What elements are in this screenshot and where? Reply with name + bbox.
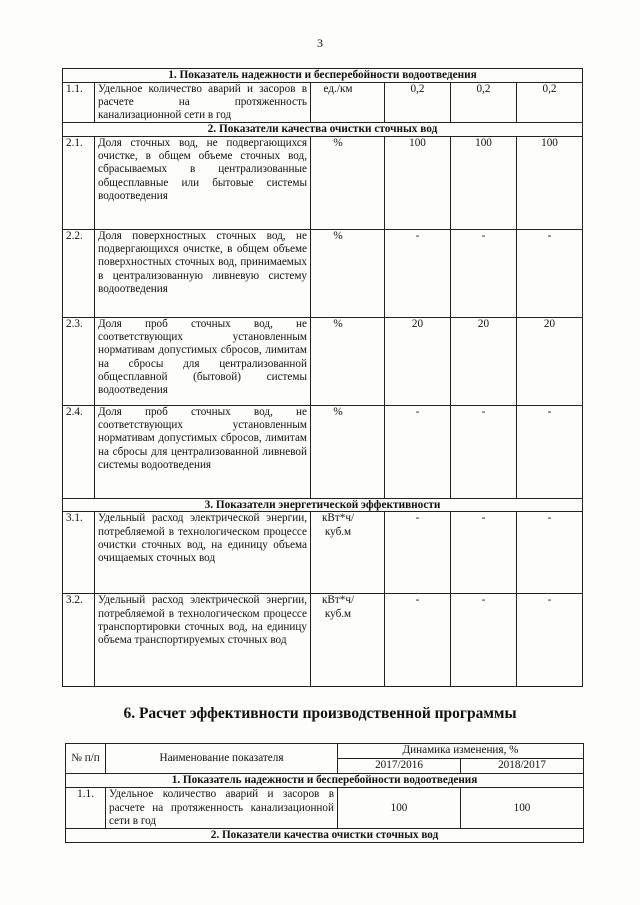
table-row (63, 229, 583, 317)
indicator-name: Доля проб сточных вод, не соответствующих установленным нормативам допустимых сбросов, лимитам на сбросы для централизованной общесплавной (бытовой) системы водоотведения (95, 317, 311, 405)
unit-of-measure: % (311, 229, 385, 317)
value-year-3: - (517, 512, 583, 594)
value-year-3: - (517, 229, 583, 317)
value-year-2: - (451, 229, 517, 317)
col-header-dynamics: Динамика изменения, % (338, 744, 584, 759)
table-row (63, 136, 583, 229)
indicator-name: Доля проб сточных вод, не соответствующих установленным нормативам допустимых сбросов, лимитам на сбросы для централизованной ливневой системы водоотведения (95, 405, 311, 498)
value-year-3: 100 (517, 136, 583, 229)
col-header-num: № п/п (66, 744, 106, 774)
section-title: 2. Показатели качества очистки сточных вод (63, 123, 583, 137)
table-row (63, 594, 583, 687)
section-title: 1. Показатель надежности и бесперебойности водоотведения (63, 69, 583, 83)
indicator-name: Удельный расход электрической энергии, потребляемой в технологическом процессе транспортировки сточных вод, на единицу объема транспортируемых сточных вод (95, 594, 311, 687)
value-year-2: - (451, 594, 517, 687)
row-number: 2.1. (63, 136, 95, 229)
row-number: 3.1. (63, 512, 95, 594)
dynamics-value: 100 (461, 788, 584, 829)
indicator-name: Удельное количество аварий и засоров в расчете на протяженность канализационной сети в год (95, 82, 311, 123)
value-year-3: - (517, 405, 583, 498)
indicator-name: Удельное количество аварий и засоров в расчете на протяженность канализационной сети в год (106, 788, 338, 829)
dynamics-value: 100 (338, 788, 461, 829)
row-number: 2.4. (63, 405, 95, 498)
value-year-2: 0,2 (451, 82, 517, 123)
section-title: 2. Показатели качества очистки сточных вод (66, 829, 584, 843)
value-year-2: 100 (451, 136, 517, 229)
row-number: 1.1. (66, 788, 106, 829)
value-year-1: - (385, 405, 451, 498)
row-number: 3.2. (63, 594, 95, 687)
row-number: 1.1. (63, 82, 95, 123)
unit-of-measure: ед./км (311, 82, 385, 123)
value-year-1: 100 (385, 136, 451, 229)
unit-of-measure: % (311, 317, 385, 405)
value-year-1: 0,2 (385, 82, 451, 123)
table-row (63, 512, 583, 594)
col-header-year2: 2018/2017 (461, 759, 584, 774)
table-row (63, 405, 583, 498)
value-year-3: 20 (517, 317, 583, 405)
indicator-name: Доля сточных вод, не подвергающихся очистке, в общем объеме сточных вод, сбрасываемых в централизованные общесплавные или бытовые системы водоотведения (95, 136, 311, 229)
unit-of-measure: кВт*ч/куб.м (311, 594, 385, 687)
value-year-1: - (385, 512, 451, 594)
unit-of-measure: % (311, 136, 385, 229)
section-title: 3. Показатели энергетической эффективности (63, 498, 583, 512)
value-year-2: - (451, 405, 517, 498)
indicators-table (62, 68, 583, 687)
indicator-name: Удельный расход электрической энергии, потребляемой в технологическом процессе очистки сточных вод, на единицу объема очищаемых сточных вод (95, 512, 311, 594)
section-6-heading: 6. Расчет эффективности производственной программы (123, 705, 517, 722)
unit-of-measure: % (311, 405, 385, 498)
col-header-year1: 2017/2016 (338, 759, 461, 774)
indicator-name: Доля поверхностных сточных вод, не подвергающихся очистке, в общем объеме поверхностных сточных вод, принимаемых в централизованную ливневую систему водоотведения (95, 229, 311, 317)
value-year-3: - (517, 594, 583, 687)
value-year-1: - (385, 229, 451, 317)
unit-of-measure: кВт*ч/куб.м (311, 512, 385, 594)
col-header-name: Наименование показателя (106, 744, 338, 774)
efficiency-table (65, 743, 584, 843)
table-row (63, 317, 583, 405)
value-year-2: 20 (451, 317, 517, 405)
value-year-1: - (385, 594, 451, 687)
value-year-2: - (451, 512, 517, 594)
row-number: 2.3. (63, 317, 95, 405)
section-title: 1. Показатель надежности и бесперебойности водоотведения (66, 774, 584, 788)
row-number: 2.2. (63, 229, 95, 317)
table-row (63, 82, 583, 123)
page-number: 3 (317, 36, 323, 50)
value-year-1: 20 (385, 317, 451, 405)
value-year-3: 0,2 (517, 82, 583, 123)
